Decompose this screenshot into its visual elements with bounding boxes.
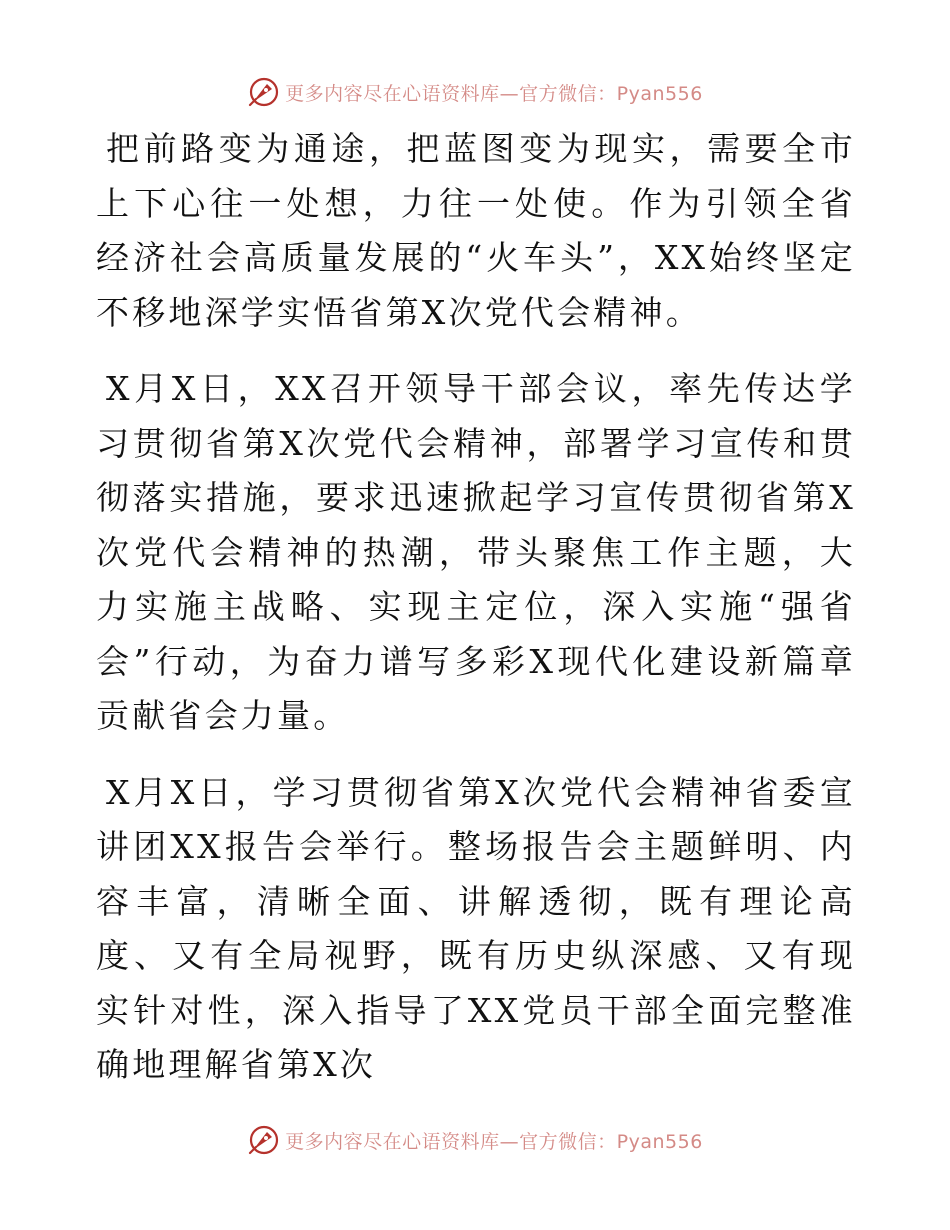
footer-banner-text: 更多内容尽在心语资料库—官方微信：Pyan556 — [285, 1130, 703, 1153]
pen-nib-logo-icon — [247, 1123, 281, 1157]
header-banner-text: 更多内容尽在心语资料库—官方微信：Pyan556 — [285, 82, 703, 105]
document-body — [96, 122, 856, 1115]
paragraph-2: X月X日，XX召开领导干部会议，率先传达学习贯彻省第X次党代会精神，部署学习宣传和贯彻落实措施，要求迅速掀起学习宣传贯彻省第X次党代会精神的热潮，带头聚焦工作主题，大力实施主战略、实现主定位，深入实施“强省会”行动，为奋力谱写多彩X现代化建设新篇章贡献省会力量。 — [96, 369, 856, 735]
header-banner — [0, 72, 950, 112]
footer-banner — [0, 1120, 950, 1160]
paragraph-1: 把前路变为通途，把蓝图变为现实，需要全市上下心往一处想，力往一处使。作为引领全省经济社会高质量发展的“火车头”，XX始终坚定不移地深学实悟省第X次党代会精神。 — [96, 129, 856, 332]
paragraph-3: X月X日，学习贯彻省第X次党代会精神省委宣讲团XX报告会举行。整场报告会主题鲜明、内容丰富，清晰全面、讲解透彻，既有理论高度、又有全局视野，既有历史纵深感、又有现实针对性，深入指导了XX党员干部全面完整准确地理解省第X次 — [96, 772, 856, 1084]
pen-nib-logo-icon — [247, 75, 281, 109]
